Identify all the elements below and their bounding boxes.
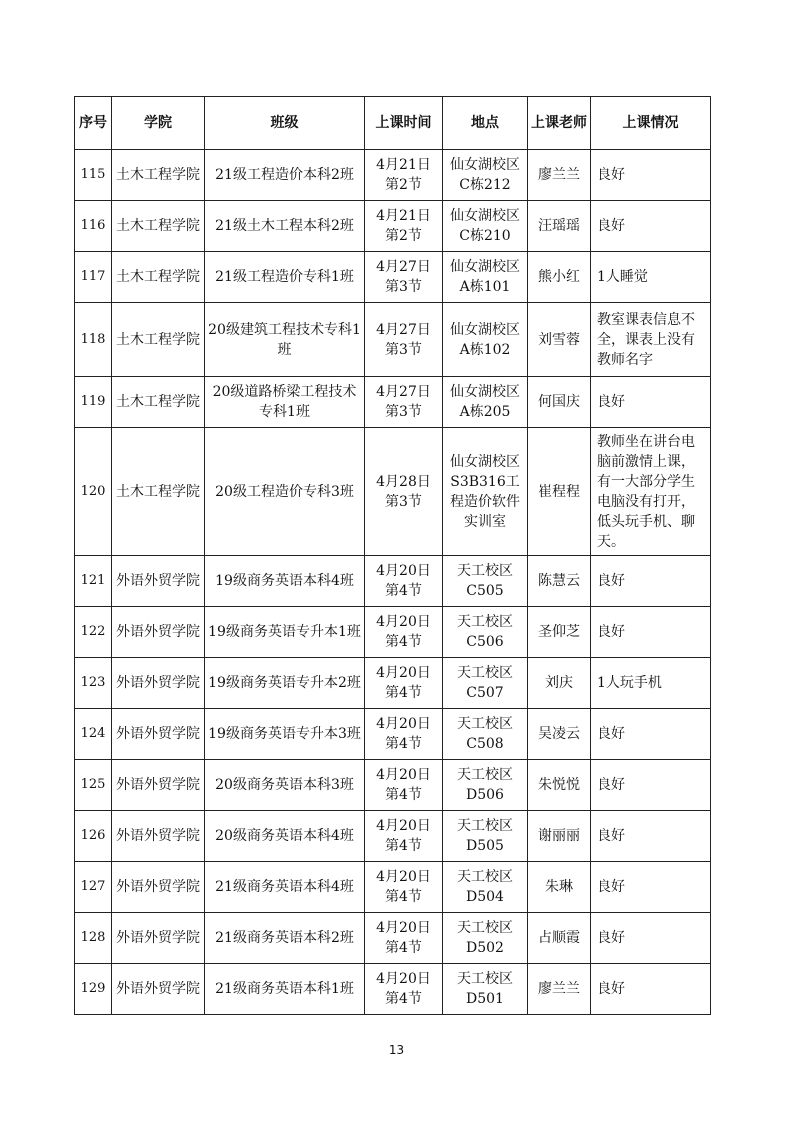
cell-class: 20级商务英语本科3班 — [205, 760, 365, 811]
cell-teacher: 占顺霞 — [528, 913, 591, 964]
table-row — [75, 607, 711, 658]
header-location: 地点 — [443, 97, 528, 150]
cell-college: 土木工程学院 — [112, 303, 205, 377]
cell-teacher: 廖兰兰 — [528, 964, 591, 1015]
header-seq: 序号 — [75, 97, 112, 150]
cell-status: 良好 — [591, 913, 711, 964]
table-row — [75, 811, 711, 862]
cell-time: 4月20日 第4节 — [365, 811, 443, 862]
cell-location: 天工校区 D502 — [443, 913, 528, 964]
cell-seq: 125 — [75, 760, 112, 811]
header-row — [75, 97, 711, 150]
cell-teacher: 汪瑶瑶 — [528, 201, 591, 252]
cell-location: 天工校区 C506 — [443, 607, 528, 658]
cell-status: 教室课表信息不全，课表上没有教师名字 — [591, 303, 711, 377]
table-row — [75, 428, 711, 556]
cell-location: 仙女湖校区 A栋102 — [443, 303, 528, 377]
cell-time: 4月21日 第2节 — [365, 150, 443, 201]
cell-college: 土木工程学院 — [112, 428, 205, 556]
cell-college: 土木工程学院 — [112, 150, 205, 201]
cell-teacher: 刘雪蓉 — [528, 303, 591, 377]
table-row — [75, 964, 711, 1015]
cell-seq: 121 — [75, 556, 112, 607]
cell-college: 外语外贸学院 — [112, 658, 205, 709]
cell-teacher: 崔程程 — [528, 428, 591, 556]
cell-seq: 123 — [75, 658, 112, 709]
cell-teacher: 谢丽丽 — [528, 811, 591, 862]
cell-status: 良好 — [591, 760, 711, 811]
cell-status: 良好 — [591, 556, 711, 607]
cell-status: 良好 — [591, 709, 711, 760]
cell-seq: 115 — [75, 150, 112, 201]
cell-college: 外语外贸学院 — [112, 964, 205, 1015]
cell-seq: 120 — [75, 428, 112, 556]
cell-status: 良好 — [591, 377, 711, 428]
cell-location: 天工校区 D501 — [443, 964, 528, 1015]
cell-location: 仙女湖校区 C栋212 — [443, 150, 528, 201]
cell-time: 4月20日 第4节 — [365, 709, 443, 760]
cell-college: 土木工程学院 — [112, 377, 205, 428]
cell-college: 外语外贸学院 — [112, 760, 205, 811]
cell-class: 21级商务英语本科4班 — [205, 862, 365, 913]
cell-location: 天工校区 D505 — [443, 811, 528, 862]
cell-teacher: 廖兰兰 — [528, 150, 591, 201]
table-body — [75, 150, 711, 1015]
cell-location: 天工校区 D506 — [443, 760, 528, 811]
cell-status: 良好 — [591, 150, 711, 201]
cell-time: 4月20日 第4节 — [365, 556, 443, 607]
cell-seq: 116 — [75, 201, 112, 252]
cell-status: 良好 — [591, 862, 711, 913]
header-class: 班级 — [205, 97, 365, 150]
cell-status: 1人睡觉 — [591, 252, 711, 303]
cell-location: 天工校区 C508 — [443, 709, 528, 760]
cell-time: 4月20日 第4节 — [365, 658, 443, 709]
cell-class: 20级商务英语本科4班 — [205, 811, 365, 862]
cell-location: 仙女湖校区 S3B316工程造价软件实训室 — [443, 428, 528, 556]
cell-college: 外语外贸学院 — [112, 709, 205, 760]
cell-seq: 118 — [75, 303, 112, 377]
cell-seq: 119 — [75, 377, 112, 428]
cell-class: 19级商务英语专升本1班 — [205, 607, 365, 658]
cell-seq: 122 — [75, 607, 112, 658]
cell-status: 良好 — [591, 811, 711, 862]
cell-college: 土木工程学院 — [112, 201, 205, 252]
cell-location: 仙女湖校区 A栋205 — [443, 377, 528, 428]
cell-location: 仙女湖校区 C栋210 — [443, 201, 528, 252]
cell-seq: 129 — [75, 964, 112, 1015]
cell-teacher: 熊小红 — [528, 252, 591, 303]
header-time: 上课时间 — [365, 97, 443, 150]
cell-seq: 117 — [75, 252, 112, 303]
table-row — [75, 252, 711, 303]
cell-class: 21级商务英语本科1班 — [205, 964, 365, 1015]
cell-teacher: 朱悦悦 — [528, 760, 591, 811]
cell-teacher: 吴凌云 — [528, 709, 591, 760]
cell-teacher: 刘庆 — [528, 658, 591, 709]
cell-class: 20级道路桥梁工程技术专科1班 — [205, 377, 365, 428]
cell-class: 20级工程造价专科3班 — [205, 428, 365, 556]
cell-time: 4月28日 第3节 — [365, 428, 443, 556]
cell-time: 4月20日 第4节 — [365, 862, 443, 913]
cell-time: 4月20日 第4节 — [365, 607, 443, 658]
table-row — [75, 709, 711, 760]
cell-time: 4月20日 第4节 — [365, 964, 443, 1015]
cell-location: 天工校区 C507 — [443, 658, 528, 709]
cell-teacher: 圣仰芝 — [528, 607, 591, 658]
table-row — [75, 862, 711, 913]
cell-time: 4月20日 第4节 — [365, 913, 443, 964]
cell-class: 19级商务英语专升本3班 — [205, 709, 365, 760]
cell-location: 天工校区 D504 — [443, 862, 528, 913]
cell-college: 外语外贸学院 — [112, 862, 205, 913]
table-row — [75, 760, 711, 811]
cell-seq: 126 — [75, 811, 112, 862]
header-status: 上课情况 — [591, 97, 711, 150]
header-teacher: 上课老师 — [528, 97, 591, 150]
cell-time: 4月20日 第4节 — [365, 760, 443, 811]
cell-class: 19级商务英语本科4班 — [205, 556, 365, 607]
table-row — [75, 150, 711, 201]
cell-seq: 128 — [75, 913, 112, 964]
cell-seq: 124 — [75, 709, 112, 760]
cell-teacher: 朱琳 — [528, 862, 591, 913]
cell-college: 土木工程学院 — [112, 252, 205, 303]
cell-location: 仙女湖校区 A栋101 — [443, 252, 528, 303]
cell-time: 4月27日 第3节 — [365, 377, 443, 428]
cell-teacher: 何国庆 — [528, 377, 591, 428]
cell-class: 21级商务英语本科2班 — [205, 913, 365, 964]
cell-time: 4月27日 第3节 — [365, 303, 443, 377]
cell-class: 21级土木工程本科2班 — [205, 201, 365, 252]
cell-status: 1人玩手机 — [591, 658, 711, 709]
cell-class: 21级工程造价本科2班 — [205, 150, 365, 201]
cell-seq: 127 — [75, 862, 112, 913]
cell-class: 21级工程造价专科1班 — [205, 252, 365, 303]
header-college: 学院 — [112, 97, 205, 150]
cell-college: 外语外贸学院 — [112, 556, 205, 607]
cell-class: 20级建筑工程技术专科1班 — [205, 303, 365, 377]
cell-time: 4月27日 第3节 — [365, 252, 443, 303]
cell-college: 外语外贸学院 — [112, 607, 205, 658]
table-row — [75, 658, 711, 709]
cell-time: 4月21日 第2节 — [365, 201, 443, 252]
cell-status: 教师坐在讲台电脑前激情上课，有一大部分学生电脑没有打开，低头玩手机、聊天。 — [591, 428, 711, 556]
table-row — [75, 913, 711, 964]
cell-location: 天工校区 C505 — [443, 556, 528, 607]
cell-status: 良好 — [591, 201, 711, 252]
table-row — [75, 556, 711, 607]
page-number: 13 — [388, 1043, 405, 1057]
table-row — [75, 303, 711, 377]
cell-status: 良好 — [591, 607, 711, 658]
cell-status: 良好 — [591, 964, 711, 1015]
cell-college: 外语外贸学院 — [112, 913, 205, 964]
inspection-table — [74, 96, 711, 1015]
cell-college: 外语外贸学院 — [112, 811, 205, 862]
table-row — [75, 377, 711, 428]
cell-class: 19级商务英语专升本2班 — [205, 658, 365, 709]
table-row — [75, 201, 711, 252]
cell-teacher: 陈慧云 — [528, 556, 591, 607]
